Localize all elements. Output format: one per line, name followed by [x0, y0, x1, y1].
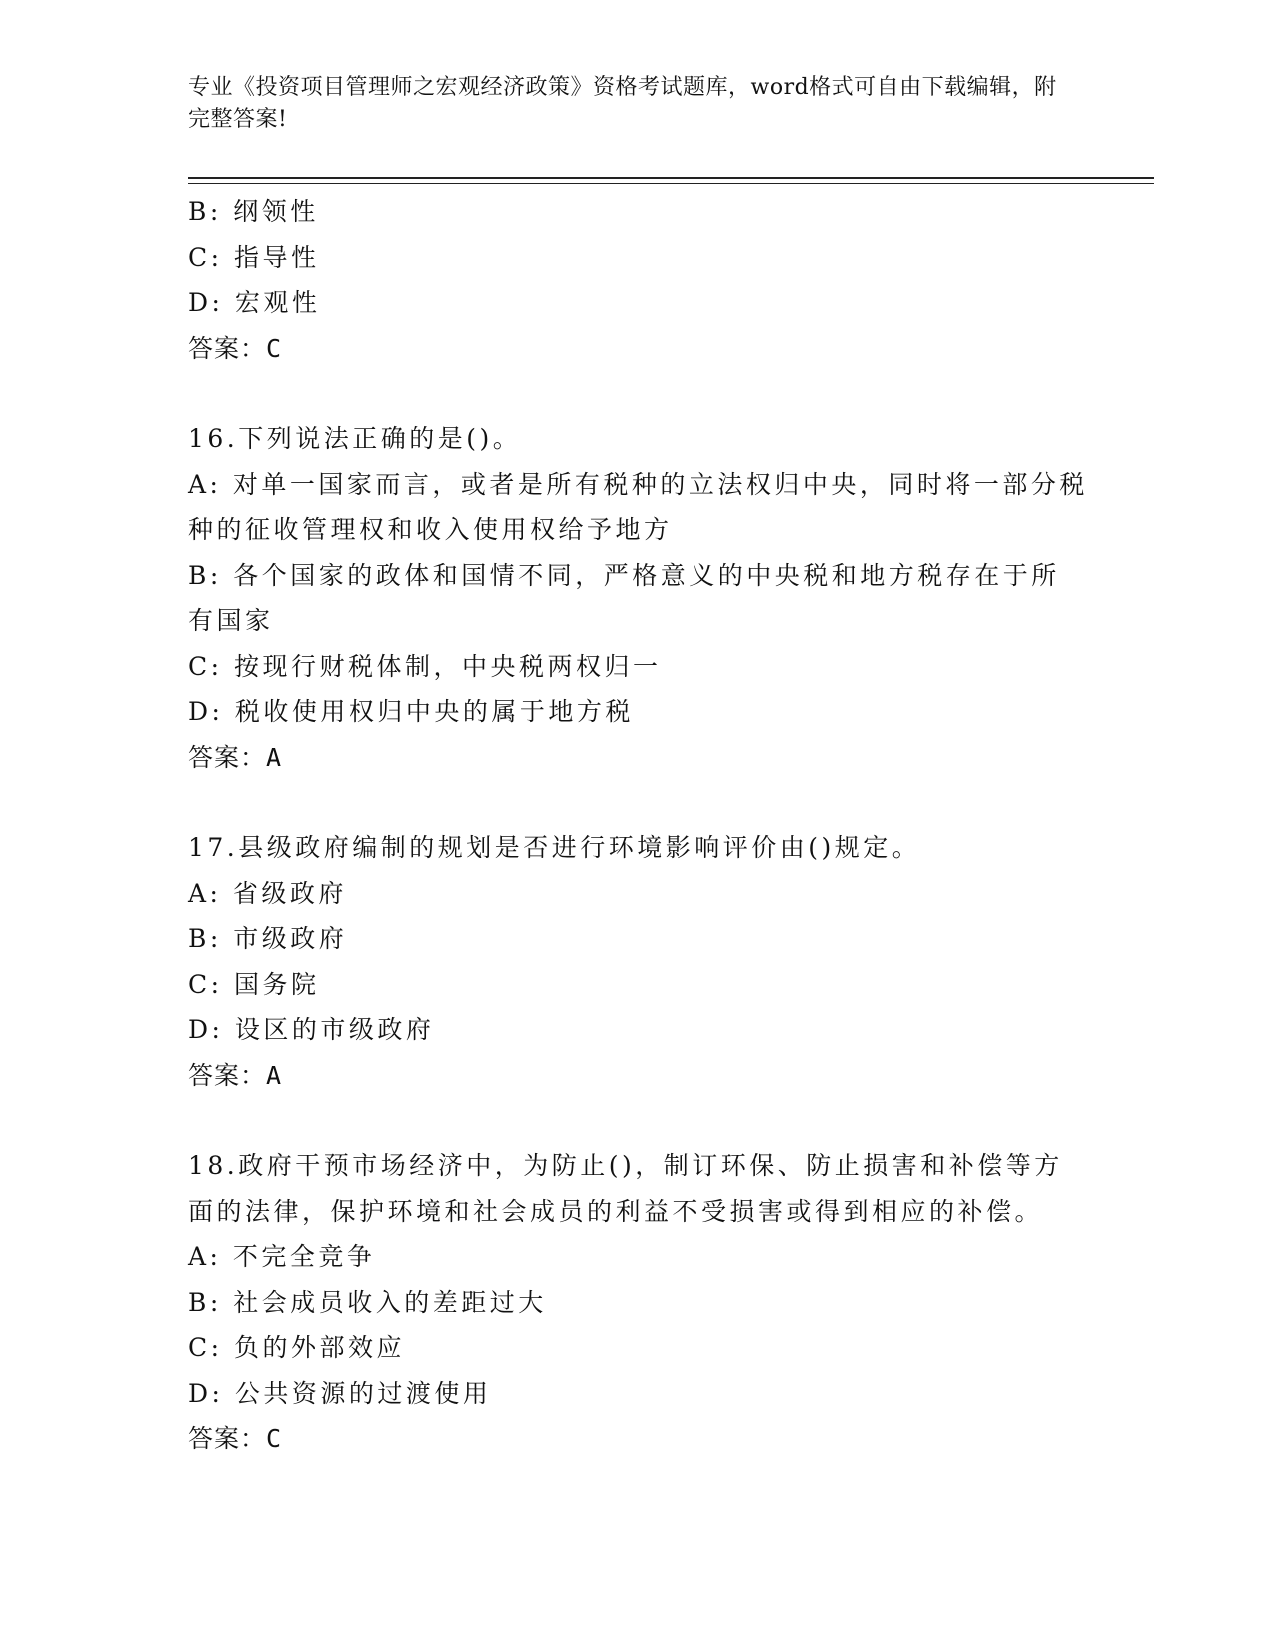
option-c: C: 负的外部效应	[188, 1333, 405, 1362]
option-d: D: 公共资源的过渡使用	[188, 1378, 492, 1408]
answer-value: A	[266, 742, 285, 772]
option-c: C: 按现行财税体制，中央税两权归一	[188, 651, 662, 681]
question-16	[188, 416, 1088, 780]
question-17	[188, 825, 1088, 1098]
answer-label: 答案：	[188, 1060, 267, 1090]
answer-value: A	[266, 1060, 285, 1090]
question-content	[188, 189, 1088, 1462]
document-header: 专业《投资项目管理师之宏观经济政策》资格考试题库，word格式可自由下载编辑，附完整答案!	[188, 75, 1057, 132]
answer-value: C	[266, 1424, 285, 1453]
option-d: D: 税收使用权归中央的属于地方税	[188, 697, 634, 726]
answer-label: 答案：	[188, 742, 267, 772]
question-15-continued	[188, 189, 1088, 371]
answer-label: 答案：	[188, 333, 267, 363]
option-d: D: 宏观性	[188, 288, 321, 317]
question-stem: 16.下列说法正确的是()。	[188, 424, 522, 453]
option-d: D: 设区的市级政府	[188, 1015, 435, 1044]
question-stem: 18.政府干预市场经济中，为防止()，制订环保、防止损害和补偿等方面的法律，保护环境和社会成员的利益不受损害或得到相应的补偿。	[188, 1151, 1063, 1226]
option-a: A: 对单一国家而言，或者是所有税种的立法权归中央，同时将一部分税种的征收管理权和收入使用权给予地方	[188, 469, 1088, 544]
option-b: B: 各个国家的政体和国情不同，严格意义的中央税和地方税存在于所有国家	[188, 560, 1060, 635]
answer-line	[188, 326, 1088, 372]
question-stem: 17.县级政府编制的规划是否进行环境影响评价由()规定。	[188, 833, 921, 862]
header-rule-thin	[188, 183, 1154, 184]
header-rule-thick	[188, 177, 1154, 179]
option-b: B: 社会成员收入的差距过大	[188, 1287, 547, 1317]
answer-label: 答案：	[188, 1424, 267, 1453]
answer-line	[188, 1416, 1088, 1462]
option-a: A: 省级政府	[188, 878, 347, 908]
option-a: A: 不完全竞争	[188, 1242, 376, 1271]
option-b: B: 纲领性	[188, 197, 319, 226]
option-b: B: 市级政府	[188, 924, 348, 953]
option-c: C: 国务院	[188, 969, 320, 999]
question-18	[188, 1143, 1088, 1462]
option-c: C: 指导性	[188, 242, 320, 272]
answer-value: C	[266, 333, 285, 363]
answer-line	[188, 1053, 1088, 1099]
answer-line	[188, 735, 1088, 781]
